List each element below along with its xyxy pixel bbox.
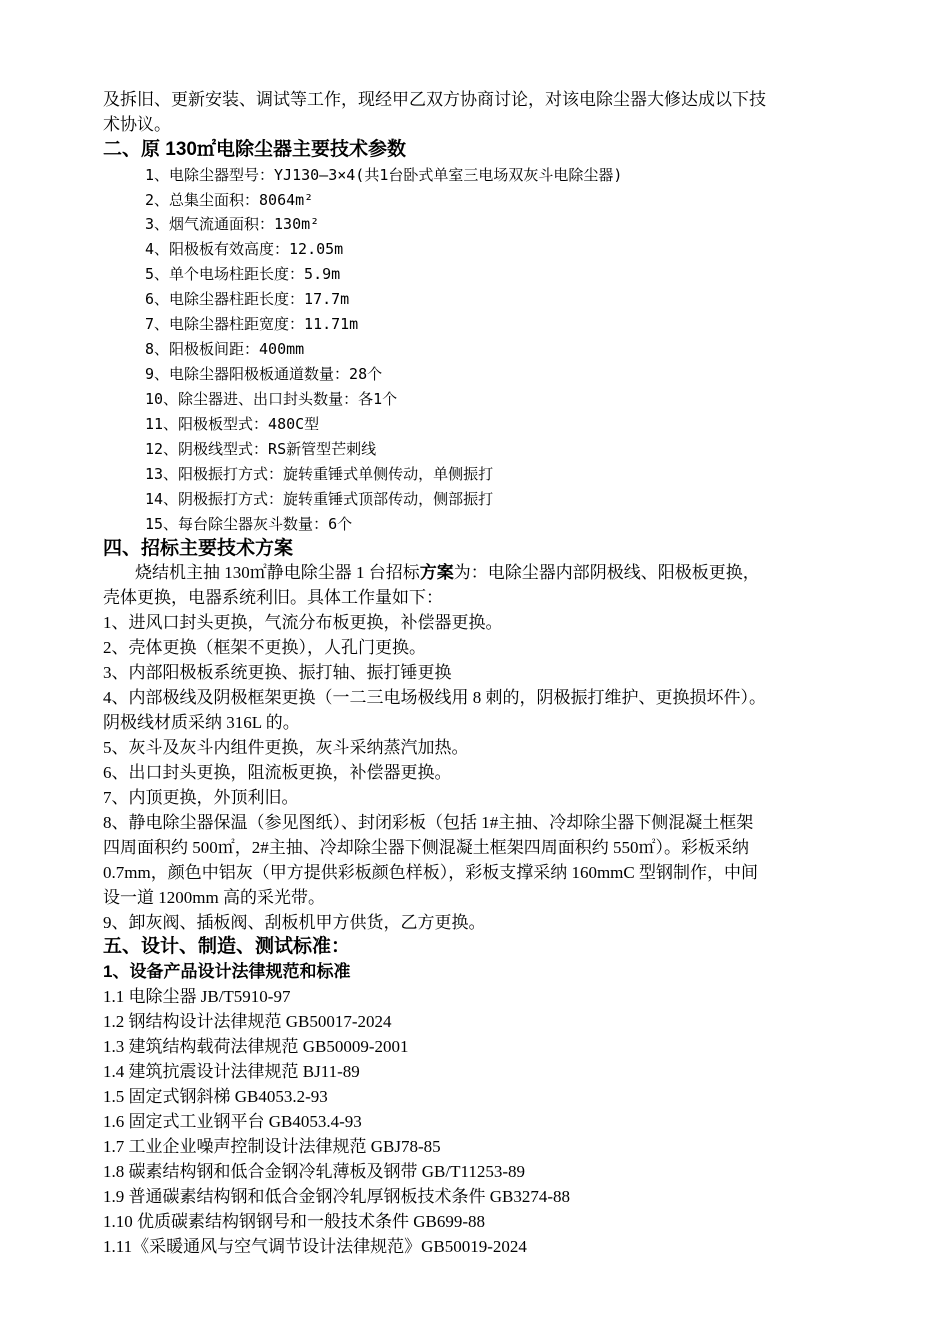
work-item: 1、进风口封头更换，气流分布板更换，补偿器更换。 xyxy=(103,613,503,632)
work-item: 7、内顶更换，外顶利旧。 xyxy=(103,788,299,807)
param-item: 2、总集尘面积：8064m² xyxy=(145,191,314,209)
param-item: 7、电除尘器柱距宽度：11.71m xyxy=(145,315,359,333)
work-item-continued: 阴极线材质采纳 316L 的。 xyxy=(103,713,300,732)
plan-paragraph-line: 壳体更换，电器系统利旧。具体工作量如下： xyxy=(103,588,443,607)
intro-line: 及拆旧、更新安装、调试等工作，现经甲乙双方协商讨论，对该电除尘器大修达成以下技 xyxy=(103,90,766,109)
work-item: 2、壳体更换（框架不更换），人孔门更换。 xyxy=(103,638,426,657)
intro-line: 术协议。 xyxy=(103,115,171,134)
standard-item: 1.5 固定式钢斜梯 GB4053.2-93 xyxy=(103,1087,328,1106)
standard-item: 1.2 钢结构设计法律规范 GB50017-2024 xyxy=(103,1012,392,1031)
param-item: 12、阴极线型式：RS新管型芒刺线 xyxy=(145,440,377,458)
plan-paragraph xyxy=(135,562,760,584)
param-item: 6、电除尘器柱距长度：17.7m xyxy=(145,290,350,308)
standard-item: 1.11《采暖通风与空气调节设计法律规范》GB50019-2024 xyxy=(103,1237,527,1256)
standard-item: 1.3 建筑结构载荷法律规范 GB50009-2001 xyxy=(103,1037,409,1056)
work-item: 3、内部阳极板系统更换、振打轴、振打锤更换 xyxy=(103,663,452,682)
work-item: 4、内部极线及阴极框架更换（一二三电场极线用 8 刺的，阴极振打维护、更换损坏件）。 xyxy=(103,688,766,707)
work-item-continued: 四周面积约 500㎡，2#主抽、冷却除尘器下侧混凝土框架四周面积约 550㎡）。彩板采纳 xyxy=(103,838,749,857)
standard-item: 1.4 建筑抗震设计法律规范 BJ11-89 xyxy=(103,1062,360,1081)
standard-item: 1.9 普通碳素结构钢和低合金钢冷轧厚钢板技术条件 GB3274-88 xyxy=(103,1187,571,1206)
work-item-continued: 0.7mm，颜色中铝灰（甲方提供彩板颜色样板），彩板支撑采纳 160mmC 型钢制作，中间 xyxy=(103,863,758,882)
param-item: 14、阴极振打方式：旋转重锤式顶部传动，侧部振打 xyxy=(145,490,494,508)
standard-item: 1.8 碳素结构钢和低合金钢冷轧薄板及钢带 GB/T11253-89 xyxy=(103,1162,526,1181)
work-item: 6、出口封头更换，阻流板更换，补偿器更换。 xyxy=(103,763,452,782)
section-heading-parameters: 二、原 130㎡电除尘器主要技术参数 xyxy=(103,139,406,160)
section-heading-standards: 五、设计、制造、测试标准： xyxy=(103,936,351,957)
standard-item: 1.1 电除尘器 JB/T5910-97 xyxy=(103,987,291,1006)
param-item: 5、单个电场柱距长度：5.9m xyxy=(145,265,341,283)
plan-text-bold: 方案 xyxy=(419,563,454,582)
plan-text-b: 为：电除尘器内部阴极线、阳极板更换， xyxy=(453,563,760,582)
section-heading-plan: 四、招标主要技术方案 xyxy=(103,538,294,559)
work-item: 9、卸灰阀、插板阀、刮板机甲方供货，乙方更换。 xyxy=(103,913,486,932)
subheading-design-standards: 1、设备产品设计法律规范和标准 xyxy=(103,962,351,981)
param-item: 13、阳极振打方式：旋转重锤式单侧传动，单侧振打 xyxy=(145,465,494,483)
param-item: 11、阳极板型式：480C型 xyxy=(145,415,320,433)
param-item: 4、阳极板有效高度：12.05m xyxy=(145,240,344,258)
plan-text-a: 烧结机主抽 130㎡静电除尘器 1 台招标 xyxy=(135,563,420,582)
work-item: 8、静电除尘器保温（参见图纸）、封闭彩板（包括 1#主抽、冷却除尘器下侧混凝土框架 xyxy=(103,813,754,832)
param-item: 9、电除尘器阳极板通道数量：28个 xyxy=(145,365,383,383)
param-item: 8、阳极板间距：400mm xyxy=(145,340,305,358)
work-item-continued: 设一道 1200mm 高的采光带。 xyxy=(103,888,325,907)
param-item: 15、每台除尘器灰斗数量：6个 xyxy=(145,515,353,533)
standard-item: 1.6 固定式工业钢平台 GB4053.4-93 xyxy=(103,1112,362,1131)
param-item: 1、电除尘器型号：YJ130—3×4(共1台卧式单室三电场双灰斗电除尘器) xyxy=(145,166,623,184)
standard-item: 1.10 优质碳素结构钢钢号和一般技术条件 GB699-88 xyxy=(103,1212,486,1231)
work-item: 5、灰斗及灰斗内组件更换，灰斗采纳蒸汽加热。 xyxy=(103,738,469,757)
standard-item: 1.7 工业企业噪声控制设计法律规范 GBJ78-85 xyxy=(103,1137,441,1156)
param-item: 10、除尘器进、出口封头数量：各1个 xyxy=(145,390,398,408)
param-item: 3、烟气流通面积：130m² xyxy=(145,215,320,233)
